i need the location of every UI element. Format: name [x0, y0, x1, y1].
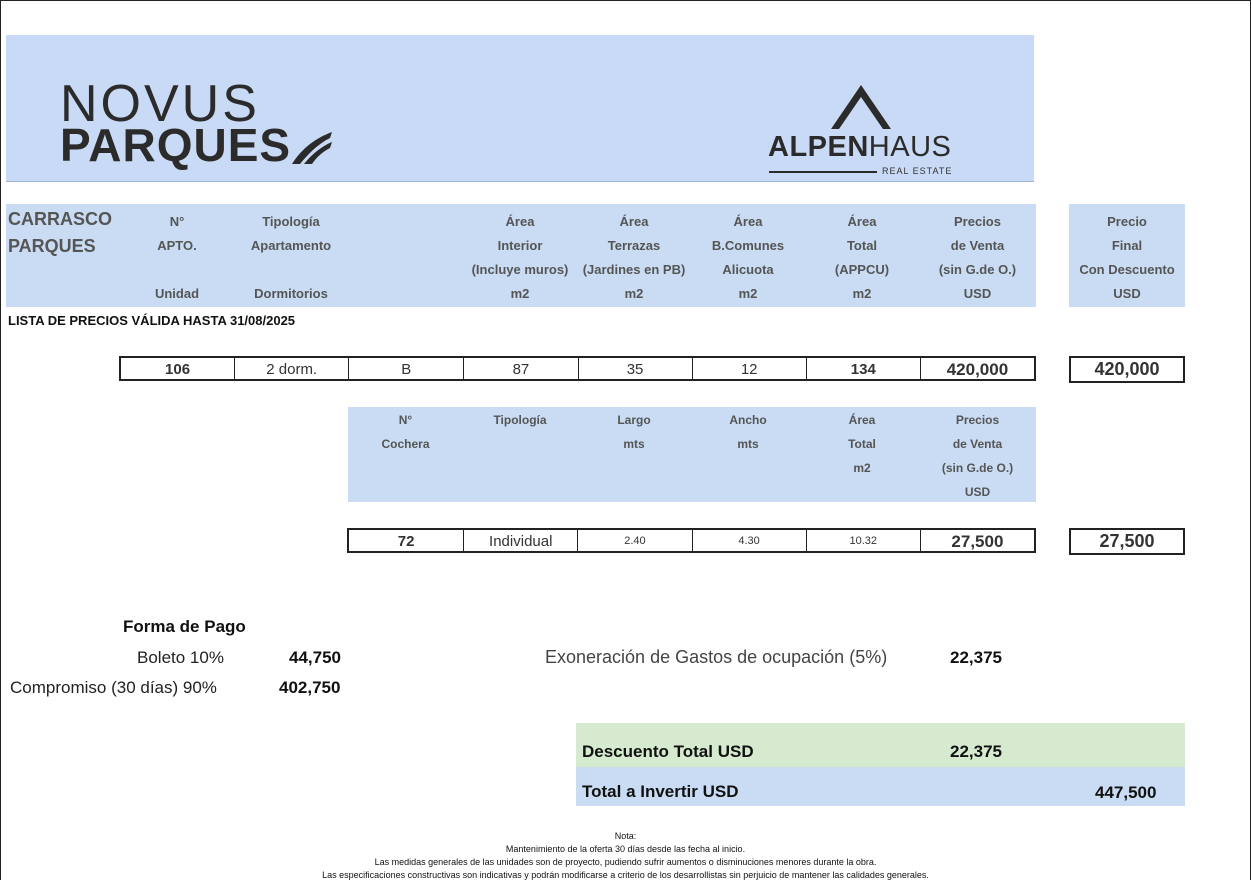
total-value: 447,500 [1095, 783, 1157, 802]
garage-precio-final: 27,500 [1069, 528, 1185, 555]
unit-interior: 87 [464, 358, 578, 379]
boleto-label: Boleto 10% [137, 648, 224, 667]
garage-col-area: Área Total m2 [848, 413, 876, 475]
notes-line1: Mantenimiento de la oferta 30 días desde las fecha al inicio. [505, 844, 746, 854]
garage-numero: 72 [349, 530, 464, 551]
header-col-terrazas: Área Terrazas (Jardines en PB) m2 [582, 214, 686, 301]
alpenhaus-subtitle: REAL ESTATE [882, 166, 953, 176]
garage-col-ancho: Ancho mts [729, 413, 767, 451]
compromiso-label: Compromiso (30 días) 90% [10, 678, 217, 697]
alpenhaus-underline [769, 171, 877, 173]
payment-title: Forma de Pago [123, 617, 246, 636]
garage-col-largo: Largo mts [617, 413, 651, 451]
unit-total: 134 [807, 358, 921, 379]
exoneracion-value: 22,375 [950, 648, 1002, 667]
total-label: Total a Invertir USD [582, 782, 739, 801]
garage-precio: 27,500 [951, 532, 1004, 551]
header-col-interior: Área Interior (Incluye muros) m2 [471, 214, 569, 301]
unit-tipologia: 2 dorm. [235, 358, 349, 379]
exoneracion-label: Exoneración de Gastos de ocupación (5%) [545, 647, 888, 667]
garage-tipologia: Individual [464, 530, 578, 551]
unit-terrazas: 35 [579, 358, 693, 379]
garage-ancho: 4.30 [693, 530, 807, 551]
header-col-precio-final: Precio Final Con Descuento USD [1079, 214, 1175, 301]
alpenhaus-mountain-icon [829, 83, 893, 131]
unit-precio-final: 420,000 [1069, 356, 1185, 383]
alpenhaus-logo: ALPENHAUS [768, 131, 952, 163]
discount-label: Descuento Total USD [582, 742, 754, 761]
header-col-apto: N° APTO. Unidad [154, 214, 200, 301]
header-col-comunes: Área B.Comunes Alicuota m2 [711, 214, 785, 301]
boleto-value: 44,750 [289, 648, 341, 667]
header-col-precio: Precios de Venta (sin G.de O.) USD [938, 214, 1017, 301]
unit-apto: 106 [121, 358, 235, 379]
unit-tipo: B [349, 358, 464, 379]
novus-logo-bottom: PARQUES [60, 119, 292, 171]
garage-row [347, 528, 1036, 553]
project-name: CARRASCO PARQUES [8, 209, 113, 256]
notes-title: Nota: [614, 831, 637, 841]
unit-row [119, 356, 1036, 381]
discount-value: 22,375 [950, 742, 1002, 761]
garage-col-tipologia: Tipología [493, 413, 547, 427]
garage-area: 10.32 [807, 530, 921, 551]
garage-col-precio: Precios de Venta (sin G.de O.) USD [941, 413, 1014, 499]
compromiso-value: 402,750 [279, 678, 341, 697]
unit-comunes: 12 [693, 358, 807, 379]
header-col-total: Área Total (APPCU) m2 [834, 214, 890, 301]
notes [0, 830, 1251, 882]
header-col-tipologia: Tipología Apartamento Dormitorios [250, 214, 332, 301]
novus-logo-top: NOVUS [60, 75, 260, 133]
validity-note: LISTA DE PRECIOS VÁLIDA HASTA 31/08/2025 [8, 313, 296, 328]
unit-precio: 420,000 [946, 360, 1009, 379]
garage-col-numero: N° Cochera [381, 413, 430, 451]
novus-logo-wing-icon [290, 128, 334, 168]
notes-line3: Las especificaciones constructivas son indicativas y podrán modificarse a criterio de los desarrollistas sin perjuicio de mantener las calidades generales. [322, 870, 929, 880]
garage-largo: 2.40 [578, 530, 692, 551]
notes-line2: Las medidas generales de las unidades son de proyecto, pudiendo sufrir aumentos o disminuciones menores durante la obra. [374, 857, 877, 867]
